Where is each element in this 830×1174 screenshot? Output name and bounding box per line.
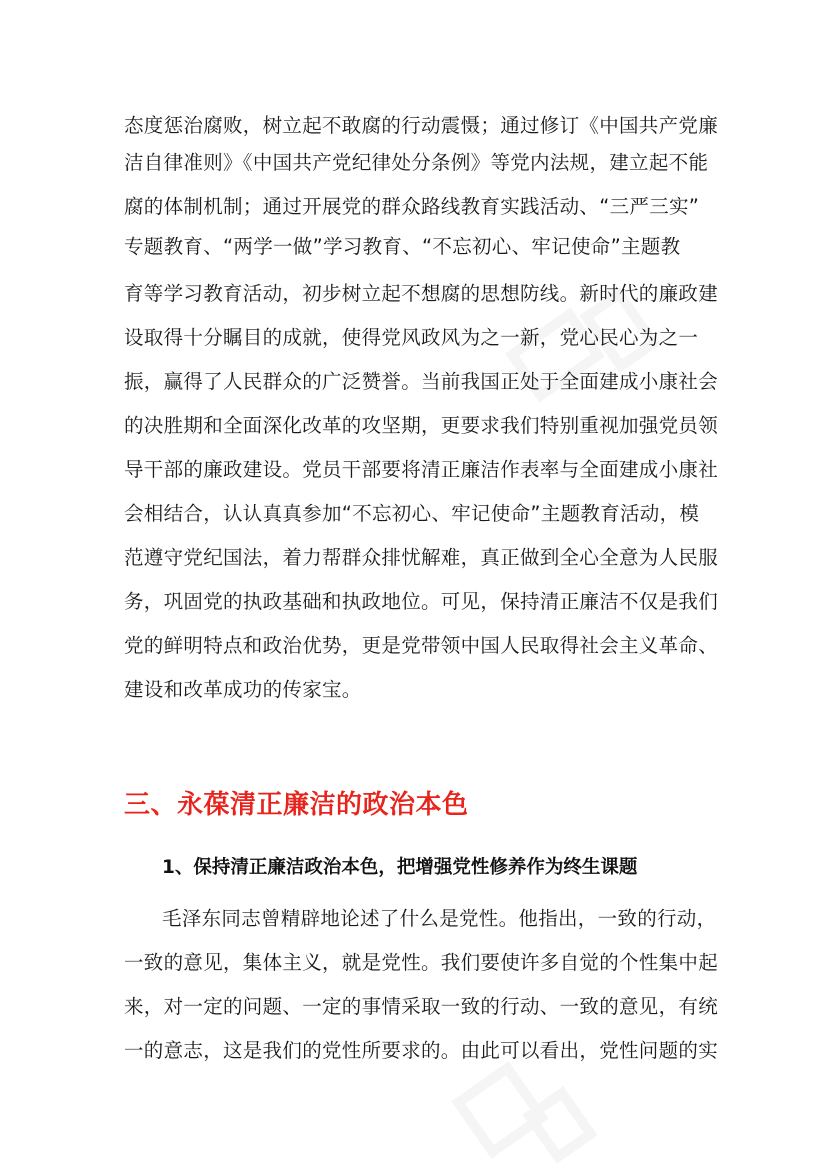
paragraph-line: 一的意志，这是我们的党性所要求的。由此可以看出，党性问题的实 [124,1039,719,1062]
paragraph-line: 振，赢得了人民群众的广泛赞誉。当前我国正处于全面建成小康社会 [124,370,719,393]
paragraph-line: 态度惩治腐败，树立起不敢腐的行动震慑；通过修订《中国共产党廉 [124,114,719,137]
paragraph-line: 毛泽东同志曾精辟地论述了什么是党性。他指出，一致的行动， [162,907,717,930]
paragraph-line: 洁自律准则》《中国共产党纪律处分条例》等党内法规，建立起不能 [124,151,709,174]
paragraph-line: 来，对一定的问题、一定的事情采取一致的行动、一致的意见，有统 [124,995,719,1018]
paragraph-line: 的决胜期和全面深化改革的攻坚期，更要求我们特别重视加强党员领 [124,414,719,437]
paragraph-line: 育等学习教育活动，初步树立起不想腐的思想防线。新时代的廉政建 [124,282,719,305]
paragraph-line: 会相结合，认认真真参加“不忘初心、牢记使命”主题教育活动，模 [124,502,700,525]
sub-heading: 1、保持清正廉洁政治本色，把增强党性修养作为终生课题 [162,857,638,878]
paragraph-line: 腐的体制机制；通过开展党的群众路线教育实践活动、“三严三实” [124,195,700,218]
paragraph-line: 设取得十分瞩目的成就，使得党风政风为之一新，党心民心为之一 [124,326,699,349]
paragraph-line: 建设和改革成功的传家宝。 [124,678,362,701]
section-heading: 三、永葆清正廉洁的政治本色 [124,790,469,820]
paragraph-line: 导干部的廉政建设。党员干部要将清正廉洁作表率与全面建成小康社 [124,458,719,481]
paragraph-line: 专题教育、“两学一做”学习教育、“不忘初心、牢记使命”主题教 [124,235,681,258]
paragraph-line: 党的鲜明特点和政治优势，更是党带领中国人民取得社会主义革命、 [124,634,719,657]
paragraph-line: 务，巩固党的执政基础和执政地位。可见，保持清正廉洁不仅是我们 [124,590,719,613]
paragraph-line: 一致的意见，集体主义，就是党性。我们要使许多自觉的个性集中起 [124,951,719,974]
paragraph-line: 范遵守党纪国法，着力帮群众排忧解难，真正做到全心全意为人民服 [124,546,719,569]
